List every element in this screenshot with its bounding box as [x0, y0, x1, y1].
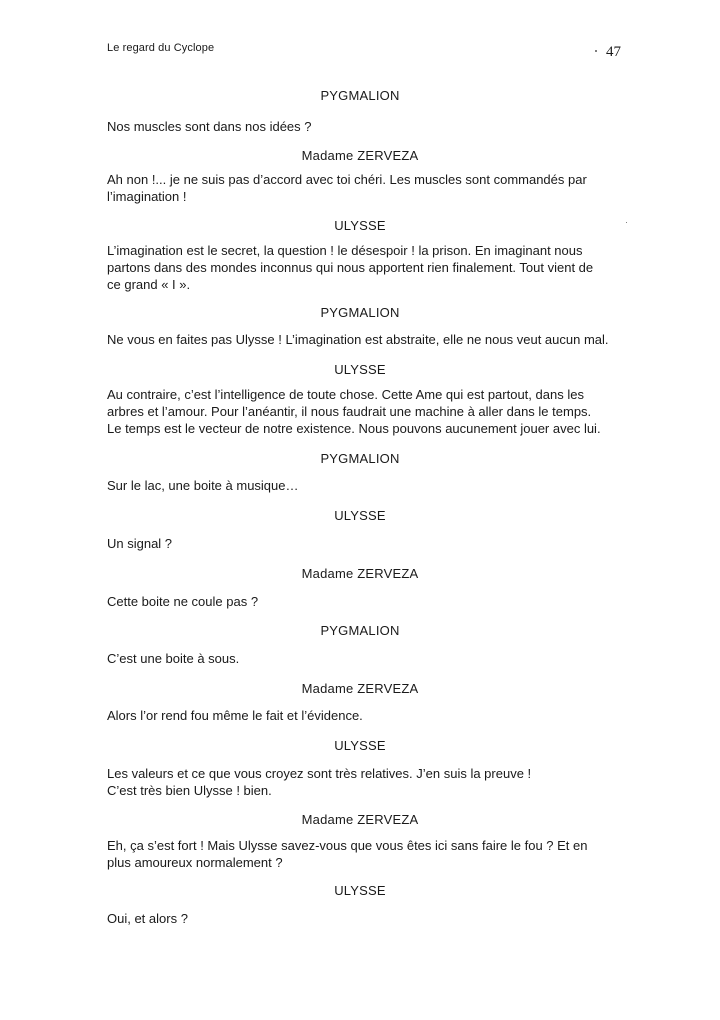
dialogue-line: C’est une boite à sous.: [107, 651, 240, 666]
speaker-name: PYGMALION: [320, 623, 400, 638]
speaker-name: PYGMALION: [320, 451, 400, 466]
dialogue-line: Ne vous en faites pas Ulysse ! L’imagination est abstraite, elle ne nous veut aucun mal.: [107, 332, 609, 347]
dialogue-line: Oui, et alors ?: [107, 911, 188, 926]
speaker-name: Madame ZERVEZA: [301, 681, 419, 696]
speaker-name: ULYSSE: [334, 218, 386, 233]
dialogue-line: Un signal ?: [107, 536, 173, 551]
dialogue-line: L’imagination est le secret, la question ! le désespoir ! la prison. En imaginant nous partons dans des mondes inconnus qui nous apportent rien finalement. Tout vient de ce grand « I ».: [107, 243, 594, 292]
speaker-name: Madame ZERVEZA: [301, 566, 419, 581]
speaker-name: Madame ZERVEZA: [301, 148, 419, 163]
running-header-title: Le regard du Cyclope: [107, 42, 215, 54]
speaker-name: Madame ZERVEZA: [301, 812, 419, 827]
dialogue-line: Au contraire, c’est l’intelligence de toute chose. Cette Ame qui est partout, dans les arbres et l’amour. Pour l’anéantir, il nous faudrait une machine à aller dans le temps. Le temps est le vecteur de notre existence. Nous pouvons aucunement jouer avec lui.: [107, 387, 601, 436]
speaker-name: ULYSSE: [334, 883, 386, 898]
dialogue-line: Les valeurs et ce que vous croyez sont très relatives. J’en suis la preuve ! C’est très bien Ulysse ! bien.: [107, 766, 532, 798]
speaker-name: ULYSSE: [334, 738, 386, 753]
dialogue-line: Cette boite ne coule pas ?: [107, 594, 259, 609]
dialogue-line: Ah non !... je ne suis pas d’accord avec toi chéri. Les muscles sont commandés par l’imagination !: [107, 172, 587, 204]
speaker-name: ULYSSE: [334, 362, 386, 377]
dialogue-line: Alors l’or rend fou même le fait et l’évidence.: [107, 708, 363, 723]
speaker-name: ULYSSE: [334, 508, 386, 523]
dialogue-line: Eh, ça s’est fort ! Mais Ulysse savez-vous que vous êtes ici sans faire le fou ? Et en plus amoureux normalement ?: [107, 838, 588, 870]
speaker-name: PYGMALION: [320, 88, 400, 103]
scan-speck: [595, 50, 597, 52]
dialogue-line: Nos muscles sont dans nos idées ?: [107, 119, 312, 134]
dialogue-line: Sur le lac, une boite à musique…: [107, 478, 299, 493]
speaker-name: PYGMALION: [320, 305, 400, 320]
page-number: 47: [606, 44, 621, 60]
